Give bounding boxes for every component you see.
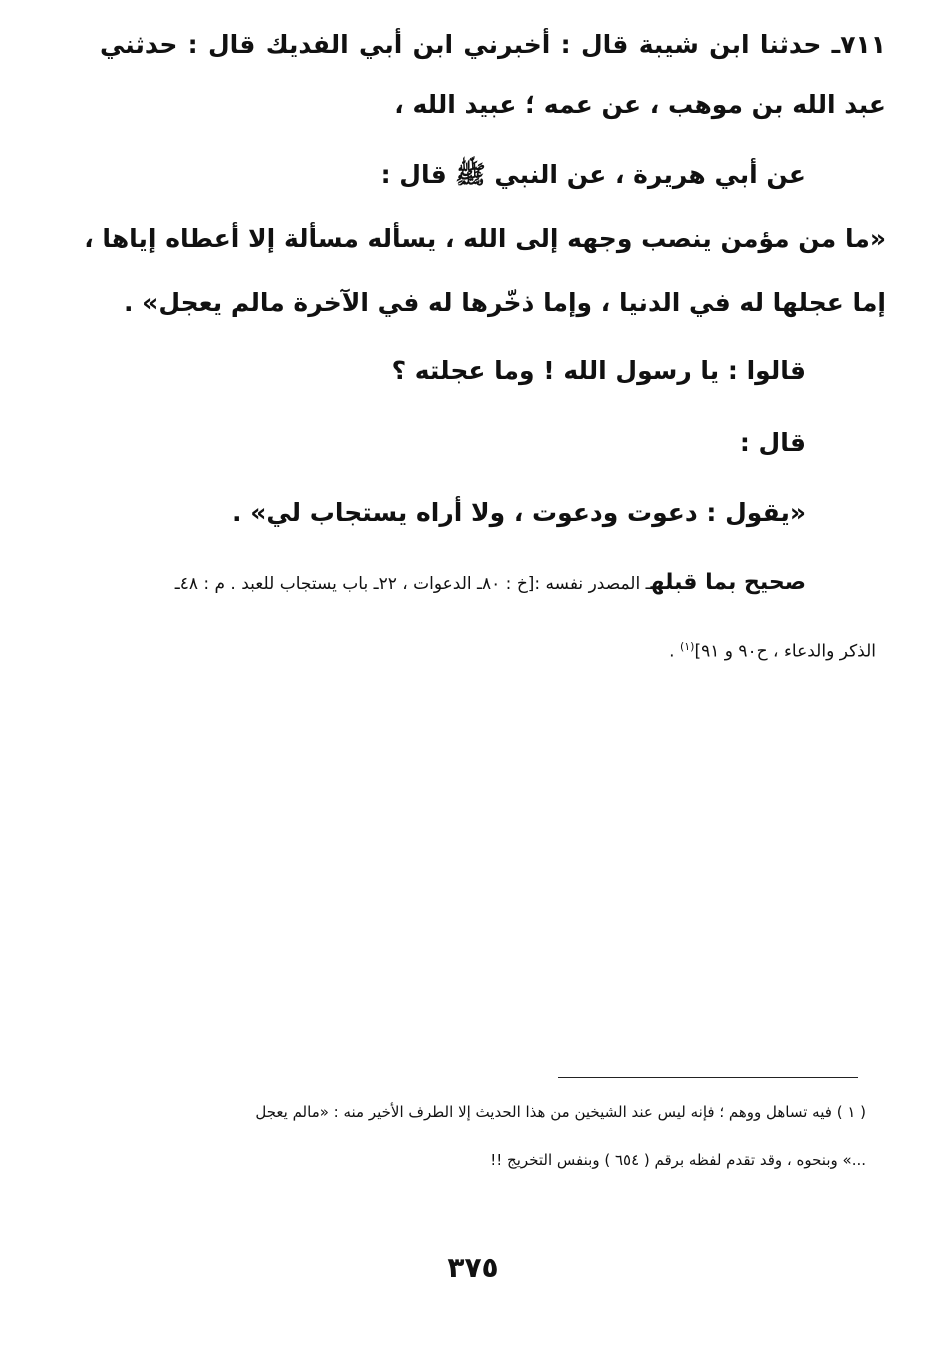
footnote-line-1: ( ١ ) فيه تساهل ووهم ؛ فإنه ليس عند الشيخين من هذا الحديث إلا الطرف الأخير منه : «مالم يعجل [255, 1103, 866, 1121]
hadith-line-1: ٧١١ـ حدثنا ابن شيبة قال : أخبرني ابن أبي الفديك قال : حدثني [100, 30, 886, 59]
page-number: ٣٧٥ [447, 1251, 499, 1284]
hadith-line-4: «ما من مؤمن ينصب وجهه إلى الله ، يسأله مسألة إلا أعطاه إياها ، [84, 224, 886, 253]
hadith-line-5: إما عجلها له في الدنيا ، وإما ذخّرها له في الآخرة مالم يعجل» . [123, 288, 886, 317]
hadith-line-3: عن أبي هريرة ، عن النبي ﷺ قال : [380, 160, 806, 189]
footnote-line-2: ...» وبنحوه ، وقد تقدم لفظه برقم ( ٦٥٤ ) وبنفس التخريج !! [490, 1151, 866, 1169]
hadith-line-8: «يقول : دعوت ودعوت ، ولا أراه يستجاب لي» . [232, 498, 806, 527]
footnote-marker[interactable]: (١) [679, 640, 695, 653]
source-line-1 [90, 568, 806, 599]
hadith-line-2: عبد الله بن موهب ، عن عمه ؛ عبيد الله ، [394, 90, 886, 119]
source-line-2 [200, 632, 876, 667]
hadith-grade: صحيح بما قبله [650, 570, 806, 595]
hadith-line-6: قالوا : يا رسول الله ! وما عجلته ؟ [391, 356, 806, 385]
footnote-divider [558, 1077, 858, 1078]
source-reference-cont: الذكر والدعاء ، ح٩٠ و ٩١] [694, 641, 876, 662]
source-reference: ـ المصدر نفسه :[خ : ٨٠ـ الدعوات ، ٢٢ـ باب يستجاب للعبد . م : ٤٨ـ [174, 574, 651, 594]
hadith-line-7: قال : [739, 428, 806, 457]
source-line-end: . [669, 641, 680, 662]
